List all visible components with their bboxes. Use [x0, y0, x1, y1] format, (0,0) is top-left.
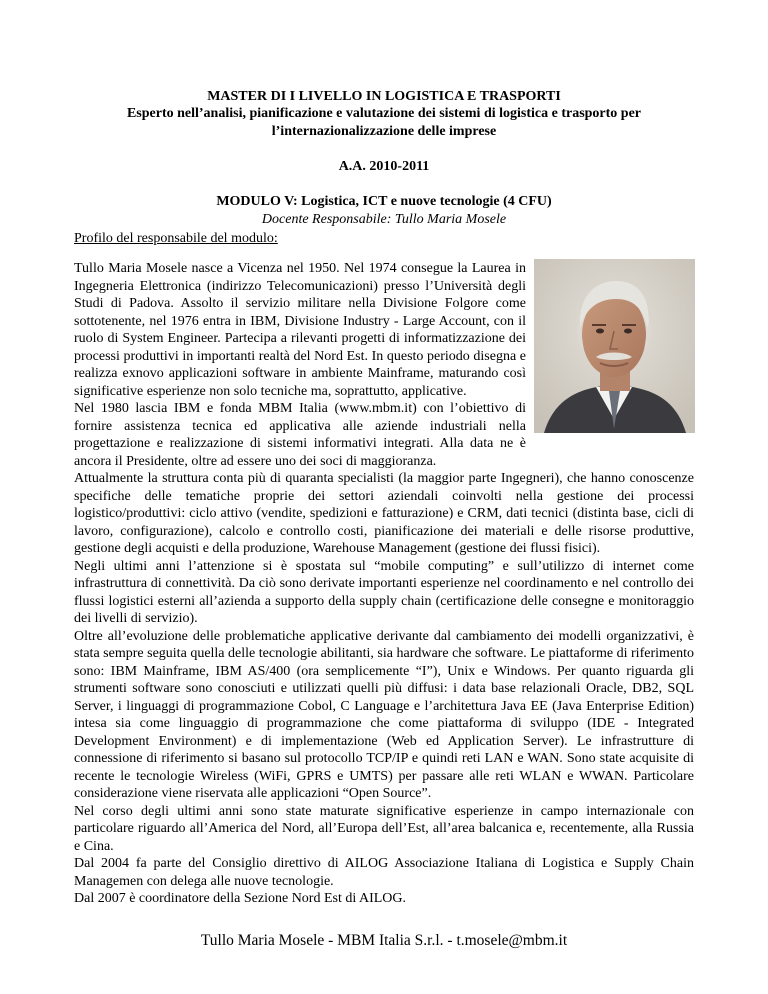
master-subtitle-line-1: Esperto nell’analisi, pianificazione e valutazione dei sistemi di logistica e trasporto per	[126, 106, 642, 121]
academic-year: A.A. 2010-2011	[338, 159, 430, 174]
paragraph-ailog-coordinator: Dal 2007 è coordinatore della Sezione Nord Est di AILOG.	[74, 891, 407, 906]
responsible-teacher: Docente Responsabile: Tullo Maria Mosele	[261, 212, 507, 227]
paragraph-international: Nel corso degli ultimi anni sono state maturate significative esperienze in campo internazionale con particolare riguardo all’America del Nord, all’Europa dell’Est, all’area balcanica e, recentemente, alla Russia e Cina.	[74, 803, 694, 854]
module-title: MODULO V: Logistica, ICT e nuove tecnologie (4 CFU)	[216, 194, 552, 209]
page-footer: Tullo Maria Mosele - MBM Italia S.r.l. - t.mosele@mbm.it	[200, 932, 568, 949]
paragraph-biography: Tullo Maria Mosele nasce a Vicenza nel 1950. Nel 1974 consegue la Laurea in Ingegneria Elettronica (indirizzo Telecomunicazioni) presso l’Università degli Studi di Padova. Assolto il servizio militare nella Divisione Folgore come sottotenente, nel 1976 entra in IBM, Divisione Industry - Large Account, con il ruolo di System Engineer. Partecipa a rilevanti progetti di informatizzazione dei processi produttivi in importanti realtà del Nord Est. In questo periodo disegna e realizza exnovo applicazioni software in ambiente Mainframe, maturando così significative esperienze non solo tecniche ma, soprattutto, applicative.	[74, 261, 526, 399]
paragraph-structure: Attualmente la struttura conta più di quaranta specialisti (la maggior parte Ingegneri), che hanno conoscenze specifiche delle tematiche proprie dei settori aziendali coinvolti nella gestione dei processi logistico/produttivi: ciclo attivo (vendite, spedizioni e fatturazione) e CRM, dati tecnici (distinta base, cicli di lavoro, configurazione), calcolo e controllo costi, pianificazione dei materiali e delle risorse produttive, gestione degli acquisti e della produzione, Warehouse Management (gestione dei flussi fisici).	[74, 471, 694, 556]
profile-body	[74, 260, 694, 908]
paragraph-mobile-computing: Negli ultimi anni l’attenzione si è spostata sul “mobile computing” e sull’utilizzo di internet come infrastruttura di connettività. Da ciò sono derivate importanti esperienze nel coordinamento e nel controllo dei flussi logistici esterni all’azienda a supporto della supply chain (certificazione delle consegne e monitoraggio dei livelli di servizio).	[74, 558, 694, 626]
master-subtitle-line-2: l’internazionalizzazione delle imprese	[271, 124, 497, 139]
paragraph-ailog-council: Dal 2004 fa parte del Consiglio direttivo di AILOG Associazione Italiana di Logistica e Supply Chain Managemen con delega alle nuove tecnologie.	[74, 856, 694, 889]
paragraph-mbm-italia: Nel 1980 lascia IBM e fonda MBM Italia (www.mbm.it) con l’obiettivo di fornire assistenza tecnica ed applicativa alle aziende industriali nella progettazione e realizzazione di sistemi informativi integrati. Alla data ne è ancora il Presidente, oltre ad essere uno dei soci di maggioranza.	[74, 401, 526, 469]
master-title: MASTER DI I LIVELLO IN LOGISTICA E TRASPORTI	[207, 89, 561, 104]
document-header	[60, 88, 708, 228]
profile-heading: Profilo del responsabile del modulo:	[74, 231, 278, 246]
paragraph-technologies: Oltre all’evoluzione delle problematiche applicative derivante dal cambiamento dei modelli organizzativi, è stata sempre seguita quella delle tecnologie abilitanti, sia hardware che software. Le piattaforme di riferimento sono: IBM Mainframe, IBM AS/400 (ora semplicemente “I”), Unix e Windows. Per quanto riguarda gli strumenti software sono conosciuti e utilizzati quelli più diffusi: i data base relazionali Oracle, DB2, SQL Server, i linguaggi di programmazione Cobol, C Language e l’architettura Java EE (Java Enterprise Edition) intesa sia come linguaggio di programmazione che come piattaforma di sviluppo (IDE - Integrated Development Environment) e di implementazione (Web ed Application Server). Le infrastrutture di connessione di riferimento si basano sul protocollo TCP/IP e quindi reti LAN e WAN. Sono state acquisite di recente le tecnologie Wireless (WiFi, GPRS e UMTS) per passare alle reti WLAN e WWAN. Particolare considerazione viene riservata alle applicazioni “Open Source”.	[74, 628, 694, 801]
photo-wrap-spacer	[526, 260, 694, 452]
